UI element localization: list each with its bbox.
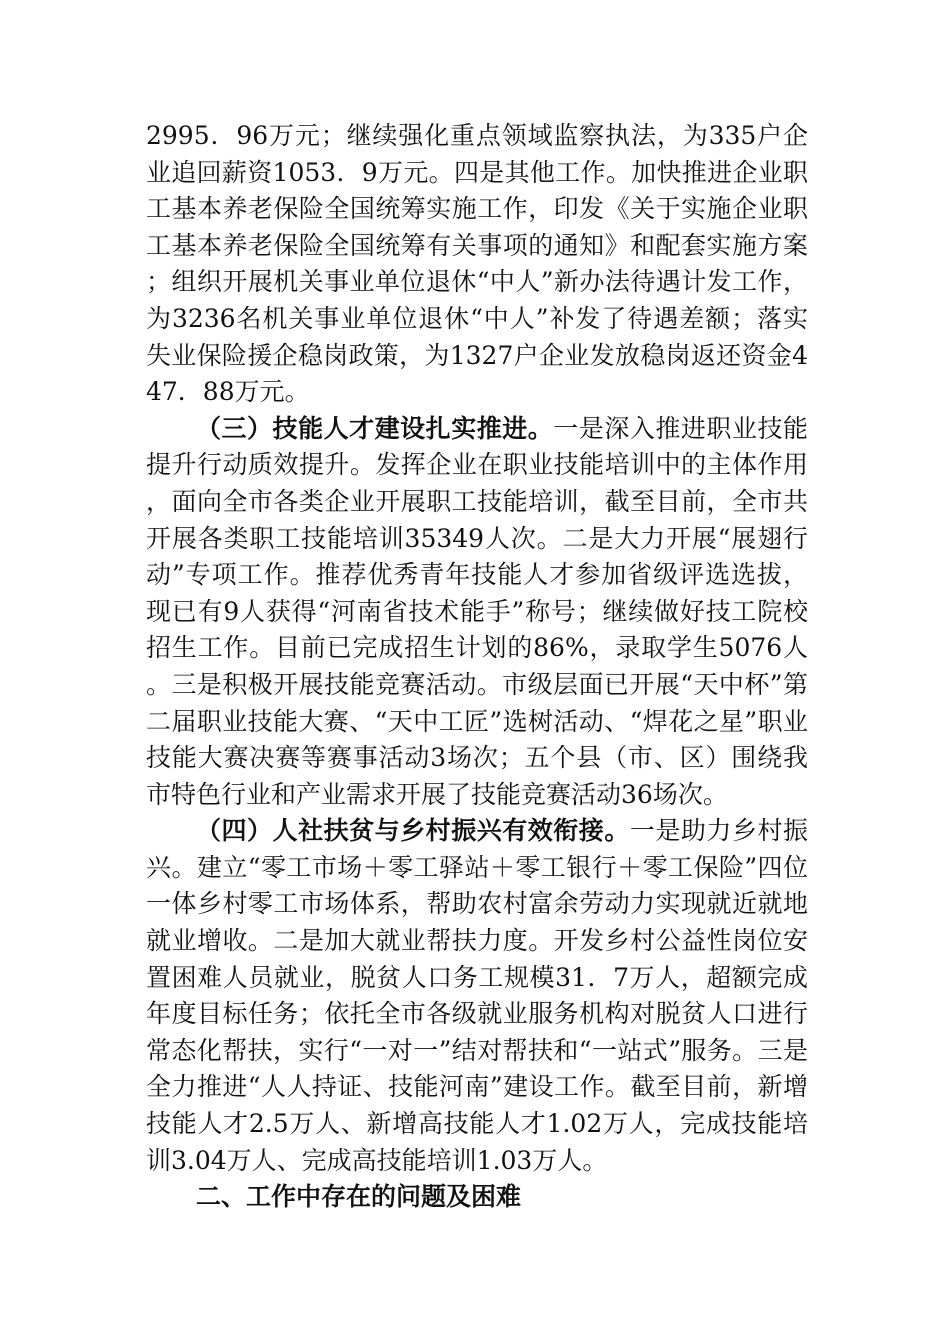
section-lead-skills: （三）技能人才建设扎实推进。 bbox=[196, 413, 554, 443]
paragraph-rural bbox=[146, 813, 808, 1179]
paragraph-text: 一是助力乡村振兴。建立“零工市场＋零工驿站＋零工银行＋零工保险”四位一体乡村零工市场体系，帮助农村富余劳动力实现就近就地就业增收。二是加大就业帮扶力度。开发乡村公益性岗位安置困难人员就业，脱贫人口务工规模31．7万人，超额完成年度目标任务；依托全市各级就业服务机构对脱贫人口进行常态化帮扶，实行“一对一”结对帮扶和“一站式”服务。三是全力推进“人人持证、技能河南”建设工作。截至目前，新增技能人才2.5万人、新增高技能人才1.02万人，完成技能培训3.04万人、完成高技能培训1.03万人。 bbox=[146, 816, 808, 1175]
paragraph-continuation bbox=[146, 118, 808, 411]
paragraph-skills bbox=[146, 411, 808, 814]
paragraph-text: 一是深入推进职业技能提升行动质效提升。发挥企业在职业技能培训中的主体作用，面向全市各类企业开展职工技能培训，截至目前，全市共开展各类职工技能培训35349人次。二是大力开展“展翅行动”专项工作。推荐优秀青年技能人才参加省级评选选拔，现已有9人获得“河南省技术能手”称号；继续做好技工院校招生工作。目前已完成招生计划的86%，录取学生5076人。三是积极开展技能竞赛活动。市级层面已开展“天中杯”第二届职业技能大赛、“天中工匠”选树活动、“焊花之星”职业技能大赛决赛等赛事活动3场次；五个县（市、区）围绕我市特色行业和产业需求开展了技能竞赛活动36场次。 bbox=[146, 413, 808, 809]
section-heading: 二、工作中存在的问题及困难 bbox=[196, 1182, 522, 1212]
paragraph-text: 2995．96万元；继续强化重点领域监察执法，为335户企业追回薪资1053．9万元。四是其他工作。加快推进企业职工基本养老保险全国统筹实施工作，印发《关于实施企业职工基本养老保险全国统筹有关事项的通知》和配套实施方案；组织开展机关事业单位退休“中人”新办法待遇计发工作，为3236名机关事业单位退休“中人”补发了待遇差额；落实失业保险援企稳岗政策，为1327户企业发放稳岗返还资金447．88万元。 bbox=[146, 121, 808, 407]
section-lead-rural: （四）人社扶贫与乡村振兴有效衔接。 bbox=[196, 816, 630, 846]
document-body bbox=[146, 118, 808, 1216]
